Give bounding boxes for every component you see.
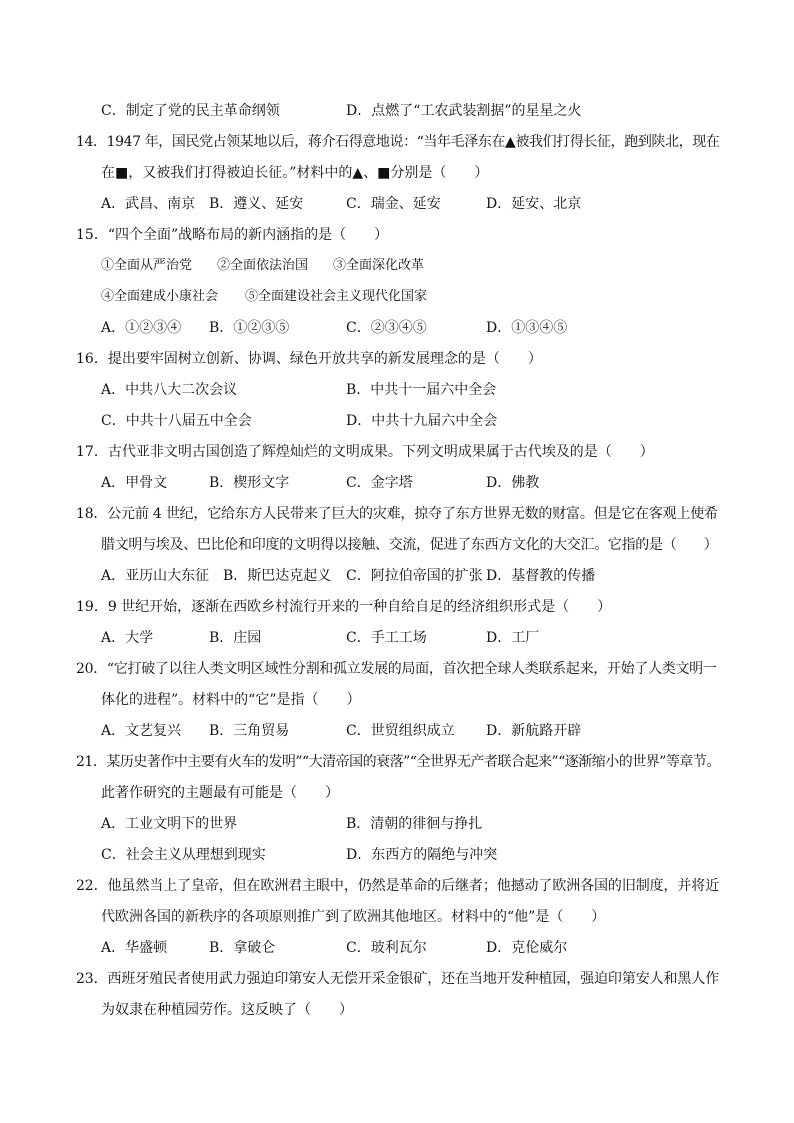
q21-option-a: A．工业文明下的世界: [101, 816, 238, 832]
q22-stem-line2: 代欧洲各国的新秩序的各项原则推广到了欧洲其他地区。材料中的“他”是（ ）: [101, 909, 606, 925]
q15-item-5: ⑤全面建设社会主义现代化国家: [245, 289, 428, 304]
q23-stem-line1: 23．西班牙殖民者使用武力强迫印第安人无偿开采金银矿，还在当地开发种植园，强迫印第安人和黑人作: [76, 971, 720, 987]
q15-stem: 15．“四个全面”战略布局的新内涵指的是（ ）: [76, 227, 389, 243]
q18-option-d: D．基督教的传播: [486, 568, 596, 584]
q17-stem: 17．古代亚非文明古国创造了辉煌灿烂的文明成果。下列文明成果属于古代埃及的是（ ）: [76, 444, 654, 460]
q21-option-b: B．清朝的徘徊与挣扎: [346, 816, 483, 832]
q17-option-d: D．佛教: [486, 475, 540, 491]
q21-stem-line1: 21．某历史著作中主要有火车的发明”“大清帝国的衰落”“全世界无产者联合起来”“逐渐缩小的世界”等章节。: [76, 754, 720, 770]
q23-stem-line2: 为奴隶在种植园劳作。这反映了（ ）: [101, 1002, 353, 1018]
q15-option-c: C．②③④⑤: [346, 320, 427, 336]
q19-option-d: D．工厂: [486, 630, 540, 646]
q15-option-a: A．①②③④: [101, 320, 182, 336]
q20-option-c: C．世贸组织成立: [346, 723, 455, 739]
q22-option-b: B．拿破仑: [209, 940, 276, 956]
q21-option-c: C．社会主义从理想到现实: [101, 847, 266, 863]
q22-option-a: A．华盛顿: [101, 940, 168, 956]
q18-option-b: B．斯巴达克起义: [223, 568, 332, 584]
q20-option-a: A．文艺复兴: [101, 723, 182, 739]
q22-option-d: D．克伦威尔: [486, 940, 568, 956]
q14-option-c: C．瑞金、延安: [346, 196, 441, 212]
q20-stem-line1: 20．“它打破了以往人类文明区域性分割和孤立发展的局面，首次把全球人类联系起来，开始了人类文明一: [76, 661, 717, 677]
q22-stem-line1: 22．他虽然当上了皇帝，但在欧洲君主眼中，仍然是革命的后继者；他撼动了欧洲各国的旧制度，并将近: [76, 878, 720, 894]
q19-stem: 19．9 世纪开始，逐渐在西欧乡村流行开来的一种自给自足的经济组织形式是（ ）: [76, 599, 612, 615]
q15-item-4: ④全面建成小康社会: [101, 289, 219, 304]
q15-item-2: ②全面依法治国: [217, 258, 309, 273]
q13-option-c: C．制定了党的民主革命纲领: [101, 103, 280, 119]
q20-option-b: B．三角贸易: [209, 723, 290, 739]
q20-stem-line2: 体化的进程”。材料中的“它”是指（ ）: [101, 692, 361, 708]
q14-option-d: D．延安、北京: [486, 196, 582, 212]
q20-option-d: D．新航路开辟: [486, 723, 582, 739]
q15-option-d: D．①③④⑤: [486, 320, 568, 336]
q14-option-a: A．武昌、南京: [101, 196, 196, 212]
q18-option-c: C．阿拉伯帝国的扩张: [346, 568, 483, 584]
q18-stem-line2: 腊文明与埃及、巴比伦和印度的文明得以接触、交流，促进了东西方文化的大交汇。它指的是（ ）: [101, 537, 718, 553]
q22-option-c: C．玻利瓦尔: [346, 940, 427, 956]
q16-option-c: C．中共十八届五中全会: [101, 413, 252, 429]
q19-option-b: B．庄园: [209, 630, 262, 646]
q18-option-a: A．亚历山大东征: [101, 568, 210, 584]
q17-option-c: C．金字塔: [346, 475, 413, 491]
q16-option-a: A．中共八大二次会议: [101, 382, 238, 398]
q21-stem-line2: 此著作研究的主题最有可能是（ ）: [101, 785, 339, 801]
q21-option-d: D．东西方的隔绝与冲突: [346, 847, 498, 863]
q15-option-b: B．①②③⑤: [209, 320, 290, 336]
q15-item-1: ①全面从严治党: [101, 258, 193, 273]
q13-option-d: D．点燃了“工农武装割据”的星星之火: [346, 103, 582, 119]
q17-option-b: B．楔形文字: [209, 475, 290, 491]
q14-option-b: B．遵义、延安: [209, 196, 304, 212]
q14-stem-line1: 14．1947 年，国民党占领某地以后，蒋介石得意地说：“当年毛泽东在▲被我们打得长征，跑到陕北，现在: [76, 134, 720, 150]
q19-option-c: C．手工工场: [346, 630, 427, 646]
q14-stem-line2: 在■，又被我们打得被迫长征。”材料中的▲、■分别是（ ）: [101, 165, 489, 181]
q16-stem: 16．提出要牢固树立创新、协调、绿色开放共享的新发展理念的是（ ）: [76, 351, 542, 367]
q16-option-b: B．中共十一届六中全会: [346, 382, 497, 398]
q15-item-3: ③全面深化改革: [333, 258, 425, 273]
q18-stem-line1: 18．公元前 4 世纪，它给东方人民带来了巨大的灾难，掠夺了东方世界无数的财富。但是它在客观上使希: [76, 506, 718, 522]
q16-option-d: D．中共十九届六中全会: [346, 413, 498, 429]
q19-option-a: A．大学: [101, 630, 154, 646]
q17-option-a: A．甲骨文: [101, 475, 168, 491]
